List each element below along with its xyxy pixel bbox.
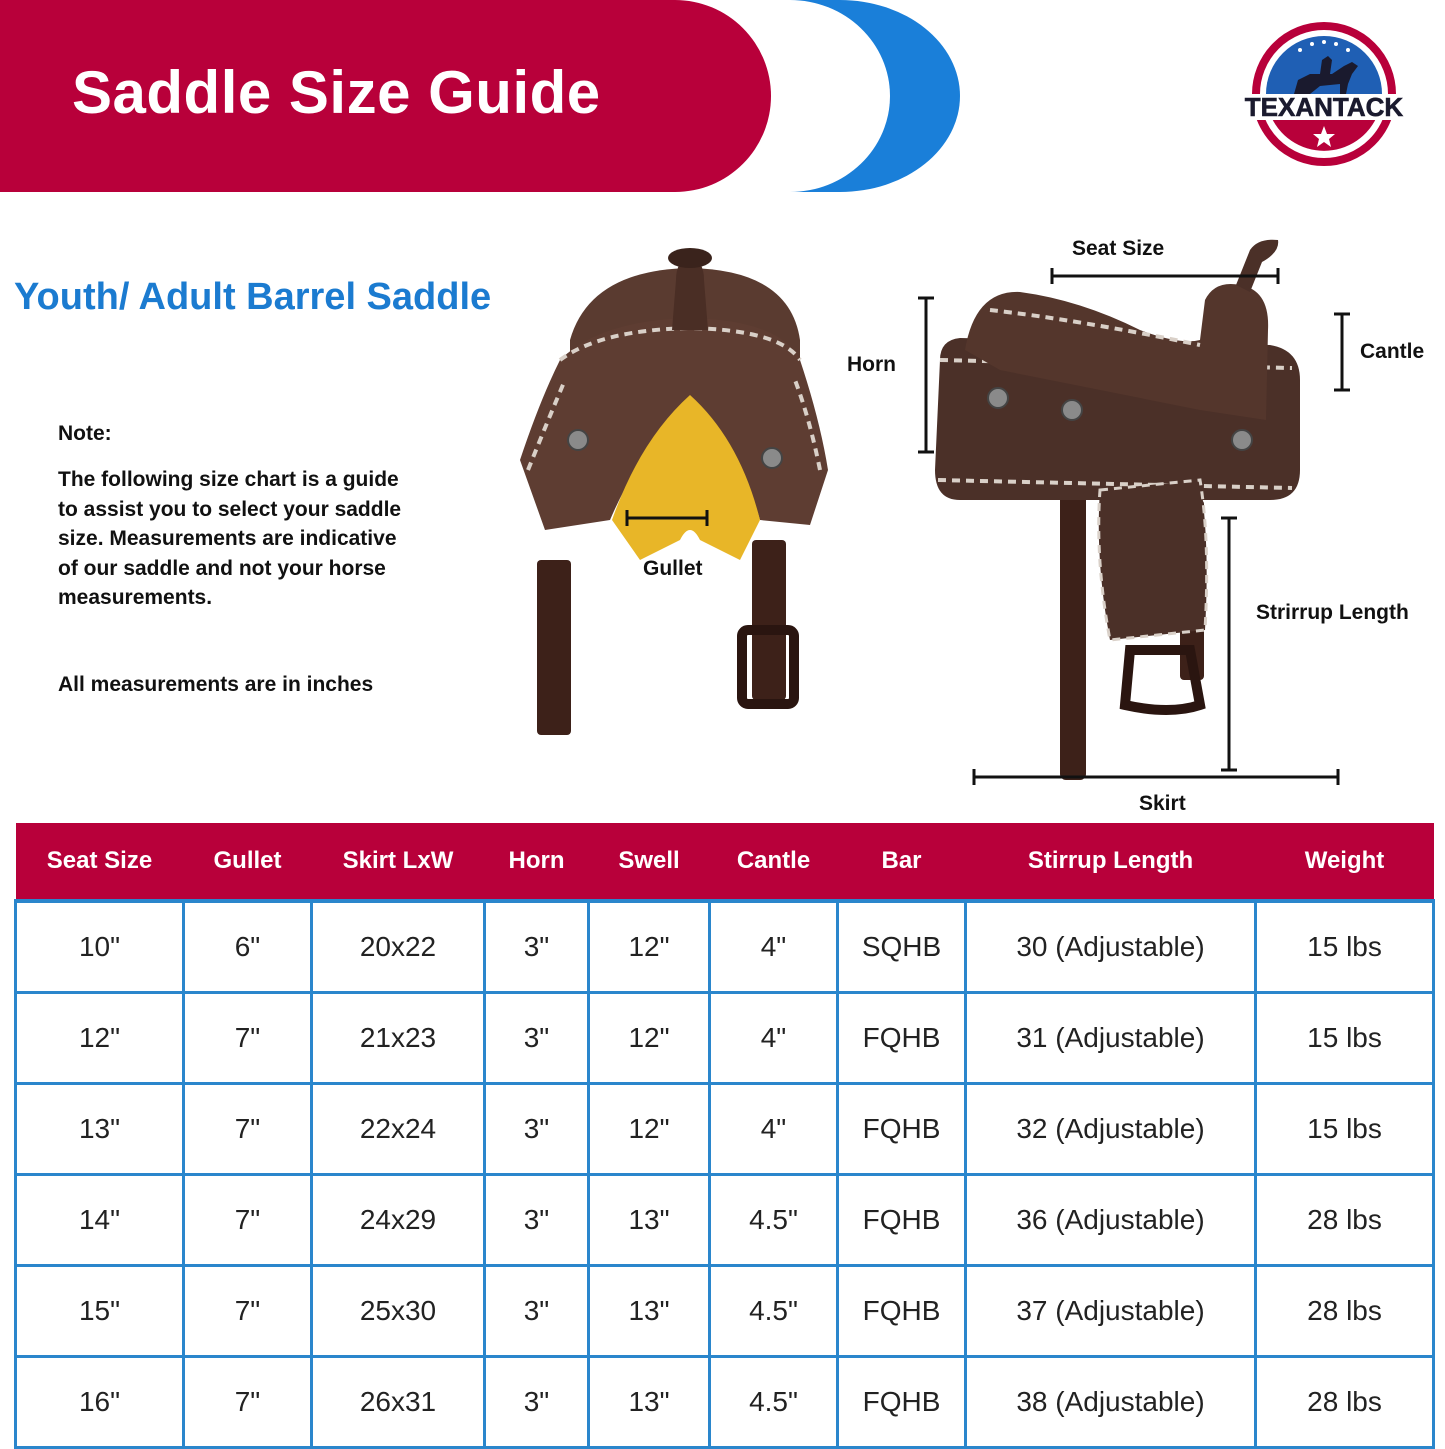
saddle-model-title: Youth/ Adult Barrel Saddle (14, 276, 492, 318)
table-cell: 7" (184, 1084, 312, 1175)
table-cell: 31 (Adjustable) (966, 993, 1256, 1084)
table-cell: FQHB (838, 1357, 966, 1448)
table-cell: 3" (485, 993, 589, 1084)
table-row (16, 1357, 1434, 1448)
header-weight: Weight (1256, 823, 1434, 901)
table-cell: 4.5" (710, 1175, 838, 1266)
table-cell: 7" (184, 1175, 312, 1266)
table-cell: 38 (Adjustable) (966, 1357, 1256, 1448)
table-row (16, 1084, 1434, 1175)
table-cell: 15 lbs (1256, 993, 1434, 1084)
table-cell: 16" (16, 1357, 184, 1448)
table-cell: 28 lbs (1256, 1175, 1434, 1266)
table-cell: 13" (589, 1175, 710, 1266)
table-cell: 22x24 (312, 1084, 485, 1175)
table-cell: 4.5" (710, 1266, 838, 1357)
table-cell: 37 (Adjustable) (966, 1266, 1256, 1357)
table-cell: 13" (16, 1084, 184, 1175)
table-cell: 3" (485, 901, 589, 993)
table-row (16, 1266, 1434, 1357)
table-cell: 3" (485, 1084, 589, 1175)
header-stirrup-length: Stirrup Length (966, 823, 1256, 901)
table-cell: 14" (16, 1175, 184, 1266)
table-cell: 3" (485, 1175, 589, 1266)
seat-size-label: Seat Size (1072, 237, 1165, 260)
table-cell: FQHB (838, 993, 966, 1084)
table-cell: 13" (589, 1357, 710, 1448)
header-bar: Bar (838, 823, 966, 901)
table-cell: 15 lbs (1256, 1084, 1434, 1175)
table-cell: 7" (184, 1357, 312, 1448)
header-swell: Swell (589, 823, 710, 901)
skirt-label: Skirt (1139, 792, 1186, 815)
table-cell: 12" (589, 1084, 710, 1175)
table-cell: 10" (16, 901, 184, 993)
table-cell: 28 lbs (1256, 1266, 1434, 1357)
size-chart-table (14, 823, 1435, 1449)
table-cell: 21x23 (312, 993, 485, 1084)
header-seat-size: Seat Size (16, 823, 184, 901)
table-row (16, 901, 1434, 993)
svg-text:TEXANTACK: TEXANTACK (1244, 92, 1404, 122)
horn-label: Horn (847, 353, 896, 376)
table-cell: 20x22 (312, 901, 485, 993)
gullet-label: Gullet (643, 557, 703, 580)
table-cell: 4" (710, 901, 838, 993)
table-cell: 3" (485, 1266, 589, 1357)
saddle-front-view (520, 248, 828, 735)
table-cell: SQHB (838, 901, 966, 993)
cantle-label: Cantle (1360, 340, 1425, 363)
table-cell: 6" (184, 901, 312, 993)
table-cell: 28 lbs (1256, 1357, 1434, 1448)
table-row (16, 993, 1434, 1084)
table-cell: 15 lbs (1256, 901, 1434, 993)
table-cell: 13" (589, 1266, 710, 1357)
table-cell: FQHB (838, 1175, 966, 1266)
table-cell: 12" (16, 993, 184, 1084)
table-cell: 26x31 (312, 1357, 485, 1448)
page-title: Saddle Size Guide (72, 59, 601, 126)
table-cell: FQHB (838, 1084, 966, 1175)
saddle-side-view (935, 240, 1300, 780)
table-cell: 4" (710, 1084, 838, 1175)
header-cantle: Cantle (710, 823, 838, 901)
table-cell: 12" (589, 901, 710, 993)
table-cell: 36 (Adjustable) (966, 1175, 1256, 1266)
note-label: Note: (58, 422, 112, 445)
table-cell: 12" (589, 993, 710, 1084)
table-cell: 24x29 (312, 1175, 485, 1266)
table-cell: 7" (184, 1266, 312, 1357)
table-cell: 32 (Adjustable) (966, 1084, 1256, 1175)
header-gullet: Gullet (184, 823, 312, 901)
table-cell: 4" (710, 993, 838, 1084)
table-cell: 30 (Adjustable) (966, 901, 1256, 993)
table-cell: 3" (485, 1357, 589, 1448)
table-header-row (16, 823, 1434, 901)
table-cell: 15" (16, 1266, 184, 1357)
note-text: The following size chart is a guide to assist you to select your saddle size. Measurements are indicative of our saddle and not your horse measurements. (58, 468, 402, 610)
units-note: All measurements are in inches (58, 673, 374, 696)
table-cell: 25x30 (312, 1266, 485, 1357)
table-cell: 7" (184, 993, 312, 1084)
table-row (16, 1175, 1434, 1266)
header-skirt: Skirt LxW (312, 823, 485, 901)
header-horn: Horn (485, 823, 589, 901)
table-cell: 4.5" (710, 1357, 838, 1448)
table-cell: FQHB (838, 1266, 966, 1357)
stirrup-length-label: Strirrup Length (1256, 601, 1409, 624)
